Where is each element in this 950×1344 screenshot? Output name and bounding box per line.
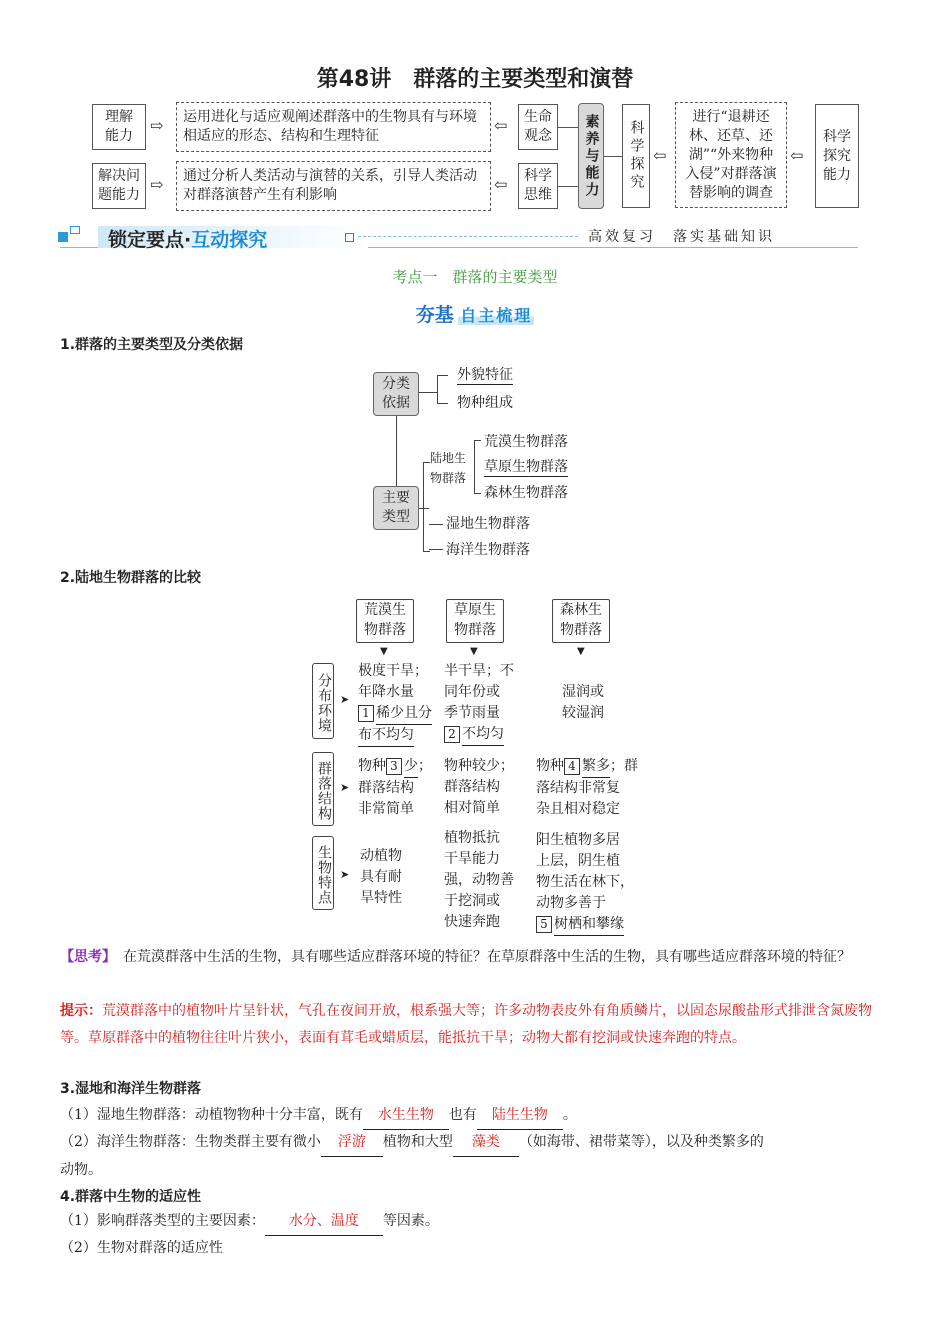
land-item: 森林生物群落 <box>484 485 568 501</box>
arrow-right-icon: ➤ <box>340 693 350 706</box>
basis-item: 物种组成 <box>457 395 513 411</box>
arrow-right-icon: ➤ <box>340 868 350 881</box>
arrow-down-icon: ▼ <box>470 646 478 657</box>
basis-item: 外貌特征 <box>457 364 513 385</box>
column-header: 荒漠生 物群落 <box>356 599 414 643</box>
topic-title: 考点一 群落的主要类型 <box>392 268 558 286</box>
core-competence: 素养与能力 <box>578 103 604 209</box>
row-label: 群落结构 <box>312 752 334 826</box>
land-item: 荒漠生物群落 <box>484 434 568 450</box>
sec3-line2: （2）海洋生物群落：生物类群主要有微小 浮游 植物和大型 藻类 （如海带、裙带菜等），以及种类繁多的 动物。 <box>60 1129 890 1184</box>
column-header: 草原生 物群落 <box>446 599 504 643</box>
row-label: 分布环境 <box>312 663 334 739</box>
hint-block: 提示：荒漠群落中的植物叶片呈针状，气孔在夜间开放，根系强大等；许多动物表皮外有角质鳞片，以固态尿酸盐形式排泄含氮废物等。草原群落中的植物往往叶片狭小，表面有茸毛或蜡质层，能抵抗干旱；动物大都有挖洞或快速奔跑的特点。 <box>60 1003 872 1046</box>
sec4-line2: （2）生物对群落的适应性 <box>60 1240 223 1256</box>
concept-life: 生命 观念 <box>518 104 558 150</box>
concept-inquiry: 科学探究 <box>622 104 650 208</box>
ability-desc-1: 运用进化与适应观阐述群落中的生物具有与环境相适应的形态、结构和生理特征 <box>176 102 491 152</box>
square-icon <box>58 232 68 242</box>
inquiry-desc: 进行“退耕还林、还草、还湖”“外来物种入侵”对群落演替影响的调查 <box>675 102 787 208</box>
ability-label-1: 理解 能力 <box>92 104 146 150</box>
ability-desc-2: 通过分析人类活动与演替的关系，引导人类活动对群落演替产生有利影响 <box>176 161 491 211</box>
sec4-line1: （1）影响群落类型的主要因素： 水分、温度 等因素。 <box>60 1208 890 1236</box>
sec3-line1: （1）湿地生物群落：动植物物种十分丰富，既有 水生生物 也有 陆生生物 。 <box>60 1102 890 1130</box>
banner-accent: 互动探究 <box>191 229 268 251</box>
arrow-icon: ⇦ <box>494 116 508 135</box>
section-banner <box>58 226 858 254</box>
ability-label-2: 解决问 题能力 <box>92 163 146 209</box>
arrow-icon: ⇦ <box>494 175 508 194</box>
structure-cell: 物种较少； 群落结构 相对简单 <box>444 758 514 816</box>
section-heading: 4.群落中生物的适应性 <box>60 1189 202 1205</box>
arrow-icon: ⇦ <box>653 146 667 165</box>
arrow-icon: ⇨ <box>150 116 164 135</box>
subsection-head: 夯基 自主梳理 <box>415 304 533 326</box>
page-title: 第48讲 群落的主要类型和演替 <box>316 67 634 92</box>
ability-label-3: 科学 探究 能力 <box>815 104 859 208</box>
row-label: 生物特点 <box>312 836 334 910</box>
traits-cell: 动植物 具有耐 旱特性 <box>360 848 402 906</box>
section-heading: 3.湿地和海洋生物群落 <box>60 1081 202 1097</box>
traits-cell: 植物抵抗 干旱能力 强，动物善 于挖洞或 快速奔跑 <box>444 830 514 930</box>
column-header: 森林生 物群落 <box>552 599 610 643</box>
land-group-label: 陆地生 物群落 <box>430 451 467 485</box>
basis-box: 分类 依据 <box>373 372 419 416</box>
arrow-right-icon: ➤ <box>340 781 350 794</box>
banner-subtitle: 高效复习 落实基础知识 <box>588 229 775 245</box>
types-box: 主要 类型 <box>373 486 419 530</box>
arrow-down-icon: ▼ <box>380 646 388 657</box>
water-item: 湿地生物群落 <box>446 516 530 532</box>
arrow-icon: ⇦ <box>790 146 804 165</box>
banner-title: 锁定要点· <box>108 229 192 251</box>
section-heading: 2.陆地生物群落的比较 <box>60 570 202 586</box>
concept-science: 科学 思维 <box>518 163 558 209</box>
section-heading: 1.群落的主要类型及分类依据 <box>60 337 244 353</box>
square-icon <box>70 226 80 234</box>
water-item: 海洋生物群落 <box>446 542 530 558</box>
arrow-icon: ⇨ <box>150 175 164 194</box>
arrow-down-icon: ▼ <box>577 646 585 657</box>
think-block: 【思考】 在荒漠群落中生活的生物，具有哪些适应群落环境的特征？在草原群落中生活的生物，具有哪些适应群落环境的特征？ <box>60 949 851 965</box>
land-item: 草原生物群落 <box>484 456 568 477</box>
